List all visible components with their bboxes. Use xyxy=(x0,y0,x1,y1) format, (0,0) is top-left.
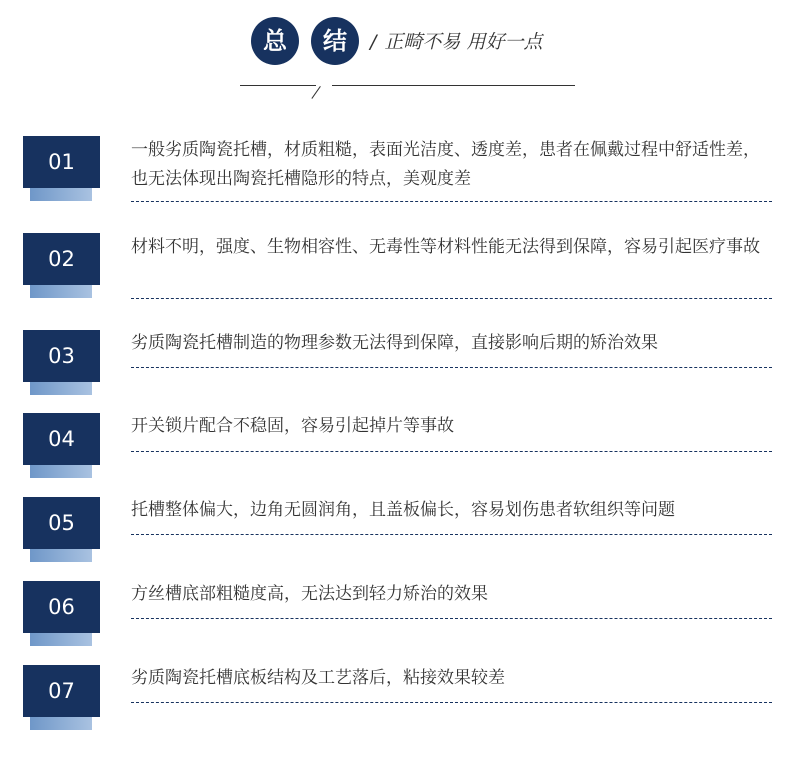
item-text: 开关锁片配合不稳固，容易引起掉片等事故 xyxy=(131,416,454,436)
badge-shadow xyxy=(30,464,92,478)
badge-shadow xyxy=(30,381,92,395)
item-text: 一般劣质陶瓷托槽，材质粗糙，表面光洁度、透度差，患者在佩戴过程中舒适性差，也无法体现出陶瓷托槽隐形的特点，美观度差 xyxy=(131,140,760,189)
item-number-badge: 01 xyxy=(23,136,100,188)
item-number-badge: 04 xyxy=(23,413,100,465)
item-text: 托槽整体偏大，边角无圆润角，且盖板偏长，容易划伤患者软组织等问题 xyxy=(131,500,675,520)
badge-shadow xyxy=(30,632,92,646)
item-number-badge: 06 xyxy=(23,581,100,633)
dashed-divider xyxy=(131,201,772,202)
decorative-slash xyxy=(311,86,320,99)
dashed-divider xyxy=(131,702,772,703)
item-text: 材料不明，强度、生物相容性、无毒性等材料性能无法得到保障，容易引起医疗事故 xyxy=(131,237,760,257)
badge-shadow xyxy=(30,187,92,201)
item-text: 劣质陶瓷托槽底板结构及工艺落后，粘接效果较差 xyxy=(131,668,505,688)
title-char-circle-2: 结 xyxy=(311,17,359,65)
dashed-divider xyxy=(131,451,772,452)
item-number-badge: 05 xyxy=(23,497,100,549)
title-char-circle-1: 总 xyxy=(251,17,299,65)
header xyxy=(0,0,810,110)
item-text: 方丝槽底部粗糙度高，无法达到轻力矫治的效果 xyxy=(131,584,488,604)
dashed-divider xyxy=(131,618,772,619)
badge-shadow xyxy=(30,548,92,562)
item-text: 劣质陶瓷托槽制造的物理参数无法得到保障，直接影响后期的矫治效果 xyxy=(131,333,658,353)
slogan-separator: / xyxy=(370,31,377,53)
decorative-line-right xyxy=(332,85,575,86)
decorative-line-left xyxy=(240,85,316,86)
slogan-text: 正畸不易 用好一点 xyxy=(384,31,543,53)
item-number-badge: 02 xyxy=(23,233,100,285)
item-number-badge: 03 xyxy=(23,330,100,382)
item-number-badge: 07 xyxy=(23,665,100,717)
badge-shadow xyxy=(30,716,92,730)
dashed-divider xyxy=(131,298,772,299)
badge-shadow xyxy=(30,284,92,298)
dashed-divider xyxy=(131,367,772,368)
slogan xyxy=(370,27,542,54)
dashed-divider xyxy=(131,534,772,535)
